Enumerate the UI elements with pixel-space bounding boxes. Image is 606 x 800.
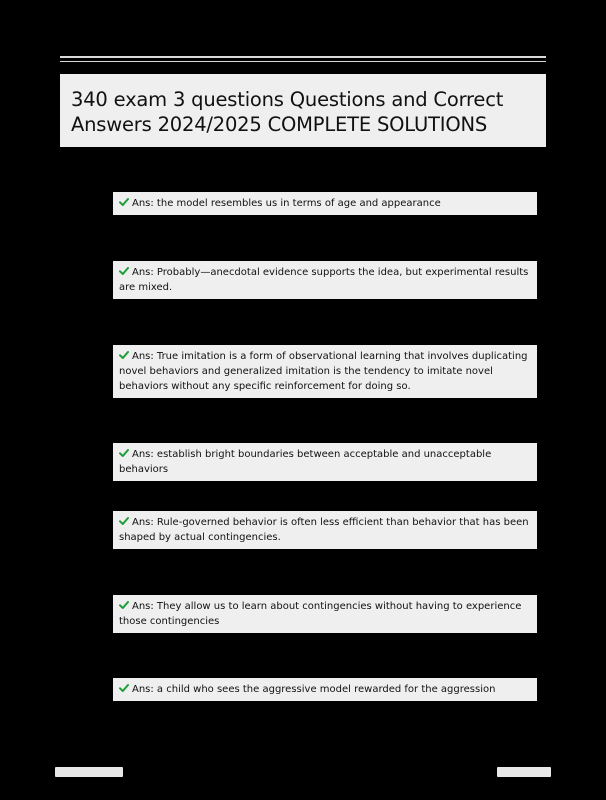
answer-text: Ans: They allow us to learn about contingencies without having to experience those contingencies — [119, 601, 522, 627]
document-title-line-1: 340 exam 3 questions Questions and Correct — [71, 88, 504, 111]
footer-left-label — [55, 767, 123, 777]
footer-page-number — [497, 767, 551, 777]
check-icon — [119, 197, 129, 207]
check-icon — [119, 516, 129, 526]
check-icon — [119, 600, 129, 610]
title-box — [60, 74, 546, 147]
answer-text: Ans: Probably—anecdotal evidence supports the idea, but experimental results are mixed. — [119, 267, 529, 293]
answer-box — [113, 511, 537, 549]
answer-box — [113, 261, 537, 299]
answer-text: Ans: True imitation is a form of observational learning that involves duplicating novel behaviors and generalized imitation is the tendency to imitate novel behaviors without any specific reinforcement for doing so. — [119, 351, 528, 392]
answer-box — [113, 192, 537, 215]
check-icon — [119, 350, 129, 360]
top-rule-thin — [60, 61, 546, 62]
top-rule — [60, 56, 546, 58]
answer-box — [113, 595, 537, 633]
answer-text: Ans: the model resembles us in terms of age and appearance — [132, 198, 441, 209]
answer-text: Ans: Rule-governed behavior is often less efficient than behavior that has been shaped by actual contingencies. — [119, 517, 529, 543]
answer-box — [113, 678, 537, 701]
answer-box — [113, 345, 537, 398]
check-icon — [119, 266, 129, 276]
answer-box — [113, 443, 537, 481]
answer-text: Ans: establish bright boundaries between acceptable and unacceptable behaviors — [119, 449, 492, 475]
document-title-line-2: Answers 2024/2025 COMPLETE SOLUTIONS — [71, 113, 488, 136]
check-icon — [119, 448, 129, 458]
answer-text: Ans: a child who sees the aggressive model rewarded for the aggression — [132, 684, 496, 695]
check-icon — [119, 683, 129, 693]
document-title — [71, 87, 546, 137]
